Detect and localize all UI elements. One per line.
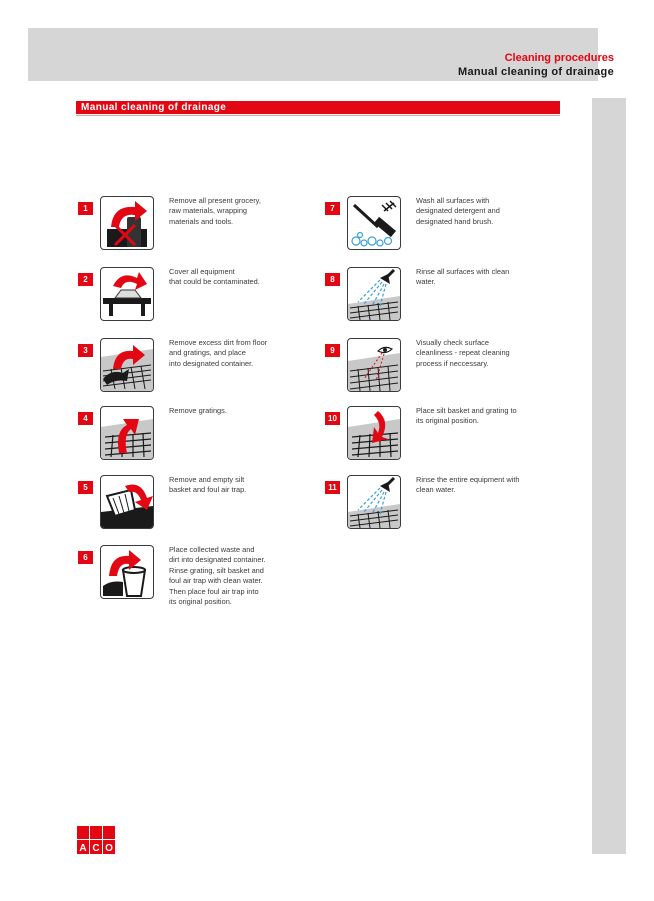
silt-basket-icon	[100, 475, 154, 529]
step-2	[78, 267, 298, 327]
side-bar	[592, 98, 626, 854]
step-text: Rinse the entire equipment with clean water.	[416, 475, 520, 495]
step-3	[78, 338, 298, 398]
step-text: Remove all present grocery, raw materials, wrapping materials and tools.	[169, 196, 261, 226]
header-subtitle: Manual cleaning of drainage	[457, 66, 614, 78]
step-text: Place silt basket and grating to its original position.	[416, 406, 517, 426]
rinse-shower-icon	[347, 267, 401, 321]
remove-grating-icon	[100, 406, 154, 460]
step-text: Remove gratings.	[169, 406, 227, 415]
replace-grating-icon	[347, 406, 401, 460]
step-text: Remove excess dirt from floor and gratings, and place into designated container.	[169, 338, 268, 368]
step-text: Cover all equipment that could be contaminated.	[169, 267, 260, 287]
step-6	[78, 545, 298, 605]
step-number: 8	[325, 273, 340, 286]
step-8	[325, 267, 545, 327]
remove-dirt-icon	[100, 338, 154, 392]
rinse-equipment-icon	[347, 475, 401, 529]
step-10	[325, 406, 545, 466]
logo-letter-c: C	[92, 843, 100, 854]
section-title: Manual cleaning of drainage	[81, 102, 227, 113]
step-text: Visually check surface cleanliness - repeat cleaning process if neccessary.	[416, 338, 510, 368]
aco-logo	[77, 826, 116, 854]
step-text: Rinse all surfaces with clean water.	[416, 267, 510, 287]
step-number: 1	[78, 202, 93, 215]
step-number: 6	[78, 551, 93, 564]
step-text: Wash all surfaces with designated detergent and designated hand brush.	[416, 196, 500, 226]
visual-check-icon	[347, 338, 401, 392]
step-text: Place collected waste and dirt into designated container. Rinse grating, silt basket and foul air trap with clean water. Then place foul air trap into its original position.	[169, 545, 266, 607]
step-number: 5	[78, 481, 93, 494]
step-number: 2	[78, 273, 93, 286]
cover-equipment-icon	[100, 267, 154, 321]
step-1	[78, 196, 298, 256]
logo-letter-o: O	[105, 843, 113, 854]
clear-items-icon	[100, 196, 154, 250]
step-11	[325, 475, 545, 535]
step-number: 7	[325, 202, 340, 215]
step-number: 10	[325, 412, 340, 425]
step-5	[78, 475, 298, 535]
step-number: 11	[325, 481, 340, 494]
header-title: Cleaning procedures	[504, 52, 614, 64]
step-text: Remove and empty silt basket and foul air trap.	[169, 475, 247, 495]
section-rule	[76, 115, 560, 116]
step-9	[325, 338, 545, 398]
step-7	[325, 196, 545, 256]
step-number: 9	[325, 344, 340, 357]
step-number: 4	[78, 412, 93, 425]
logo-letter-a: A	[79, 843, 87, 854]
brush-icon	[347, 196, 401, 250]
waste-container-icon	[100, 545, 154, 599]
step-number: 3	[78, 344, 93, 357]
step-4	[78, 406, 298, 466]
